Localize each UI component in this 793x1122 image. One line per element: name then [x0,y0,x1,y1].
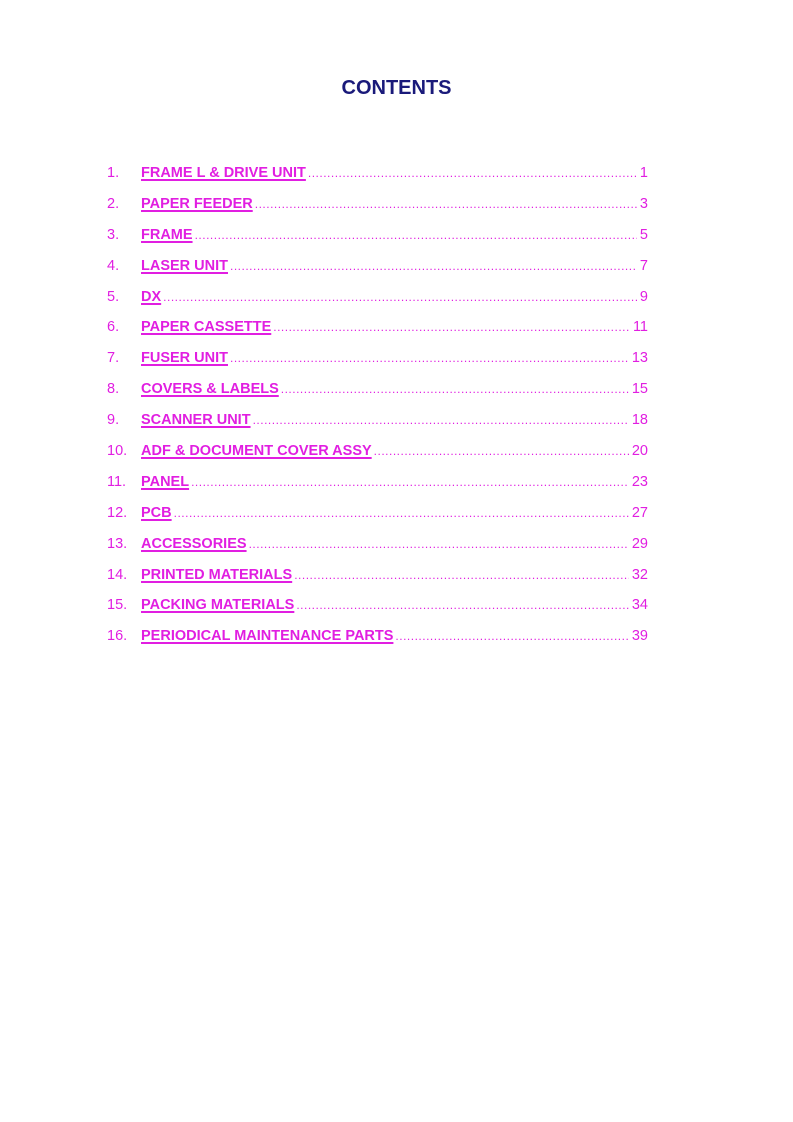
toc-entry[interactable] [107,163,648,194]
toc-entry-page-number: 11 [632,319,648,336]
table-of-contents [107,163,648,657]
toc-entry-page-number: 9 [639,288,648,305]
toc-entry-link[interactable]: DX [141,288,162,305]
toc-dot-leader [395,626,628,646]
toc-dot-leader [273,317,630,337]
toc-entry-number: 13. [107,535,128,552]
toc-entry-page-number: 15 [631,381,648,398]
toc-dot-leader [253,410,629,430]
toc-entry-page-number: 32 [631,566,648,583]
toc-dot-leader [308,163,637,183]
toc-entry-number: 8. [107,381,120,398]
toc-entry-page-number: 7 [639,257,648,274]
toc-dot-leader [255,194,637,214]
toc-entry-page-number: 23 [631,473,648,490]
toc-entry-link[interactable]: LASER UNIT [141,257,228,274]
toc-entry-number: 5. [107,288,120,305]
toc-entry[interactable] [107,317,648,348]
toc-entry-number: 15. [107,597,128,614]
toc-entry-link[interactable]: PANEL [141,473,190,490]
toc-dot-leader [230,256,637,276]
toc-entry-number: 12. [107,504,128,521]
toc-entry-link[interactable]: PAPER FEEDER [141,195,253,212]
toc-entry-link[interactable]: ACCESSORIES [141,535,247,552]
toc-entry-page-number: 13 [631,350,648,367]
toc-entry-page-number: 18 [631,412,648,429]
toc-entry-link[interactable]: COVERS & LABELS [141,381,279,398]
toc-entry-number: 4. [107,257,120,274]
toc-entry-number: 7. [107,350,120,367]
toc-entry[interactable] [107,441,648,472]
toc-entry-page-number: 20 [631,443,648,460]
toc-entry-number: 10. [107,443,128,460]
toc-entry[interactable] [107,287,648,318]
toc-dot-leader [163,287,637,307]
toc-entry[interactable] [107,256,648,287]
toc-entry-page-number: 1 [639,165,648,181]
toc-dot-leader [249,534,629,554]
toc-entry-link[interactable]: SCANNER UNIT [141,412,251,429]
toc-entry[interactable] [107,534,648,565]
toc-dot-leader [174,503,629,523]
toc-entry[interactable] [107,503,648,534]
toc-entry-page-number: 34 [631,597,648,614]
toc-entry-link[interactable]: FRAME [141,226,193,243]
toc-entry-link[interactable]: PRINTED MATERIALS [141,566,293,583]
toc-entry[interactable] [107,194,648,225]
toc-entry-page-number: 29 [631,535,648,552]
toc-entry-number: 9. [107,412,120,429]
toc-entry[interactable] [107,379,648,410]
toc-entry-link[interactable]: PAPER CASSETTE [141,319,272,336]
toc-entry-page-number: 39 [631,628,648,645]
toc-dot-leader [281,379,629,399]
toc-entry-number: 14. [107,566,128,583]
toc-dot-leader [294,565,629,585]
toc-dot-leader [374,441,629,461]
toc-entry-link[interactable]: PERIODICAL MAINTENANCE PARTS [141,628,394,645]
toc-entry-number: 2. [107,195,120,212]
toc-entry[interactable] [107,472,648,503]
toc-entry-page-number: 27 [631,504,648,521]
toc-dot-leader [191,472,629,492]
toc-entry-link[interactable]: ADF & DOCUMENT COVER ASSY [141,443,372,460]
toc-entry-page-number: 5 [639,226,648,243]
toc-entry-number: 1. [107,165,120,181]
toc-dot-leader [296,595,629,615]
toc-entry-page-number: 3 [639,195,648,212]
toc-entry[interactable] [107,626,648,657]
toc-entry[interactable] [107,595,648,626]
toc-entry-link[interactable]: FRAME L & DRIVE UNIT [141,165,306,181]
toc-entry[interactable] [107,348,648,379]
toc-entry[interactable] [107,225,648,256]
toc-dot-leader [230,348,629,368]
toc-entry[interactable] [107,565,648,596]
toc-entry-number: 3. [107,226,120,243]
toc-entry-number: 6. [107,319,120,336]
toc-dot-leader [195,225,637,245]
toc-entry-link[interactable]: PCB [141,504,172,521]
page-title: CONTENTS [341,77,452,99]
toc-entry-number: 11. [107,473,127,490]
toc-entry[interactable] [107,410,648,441]
toc-entry-link[interactable]: PACKING MATERIALS [141,597,295,614]
toc-entry-number: 16. [107,628,128,645]
toc-entry-link[interactable]: FUSER UNIT [141,350,228,367]
